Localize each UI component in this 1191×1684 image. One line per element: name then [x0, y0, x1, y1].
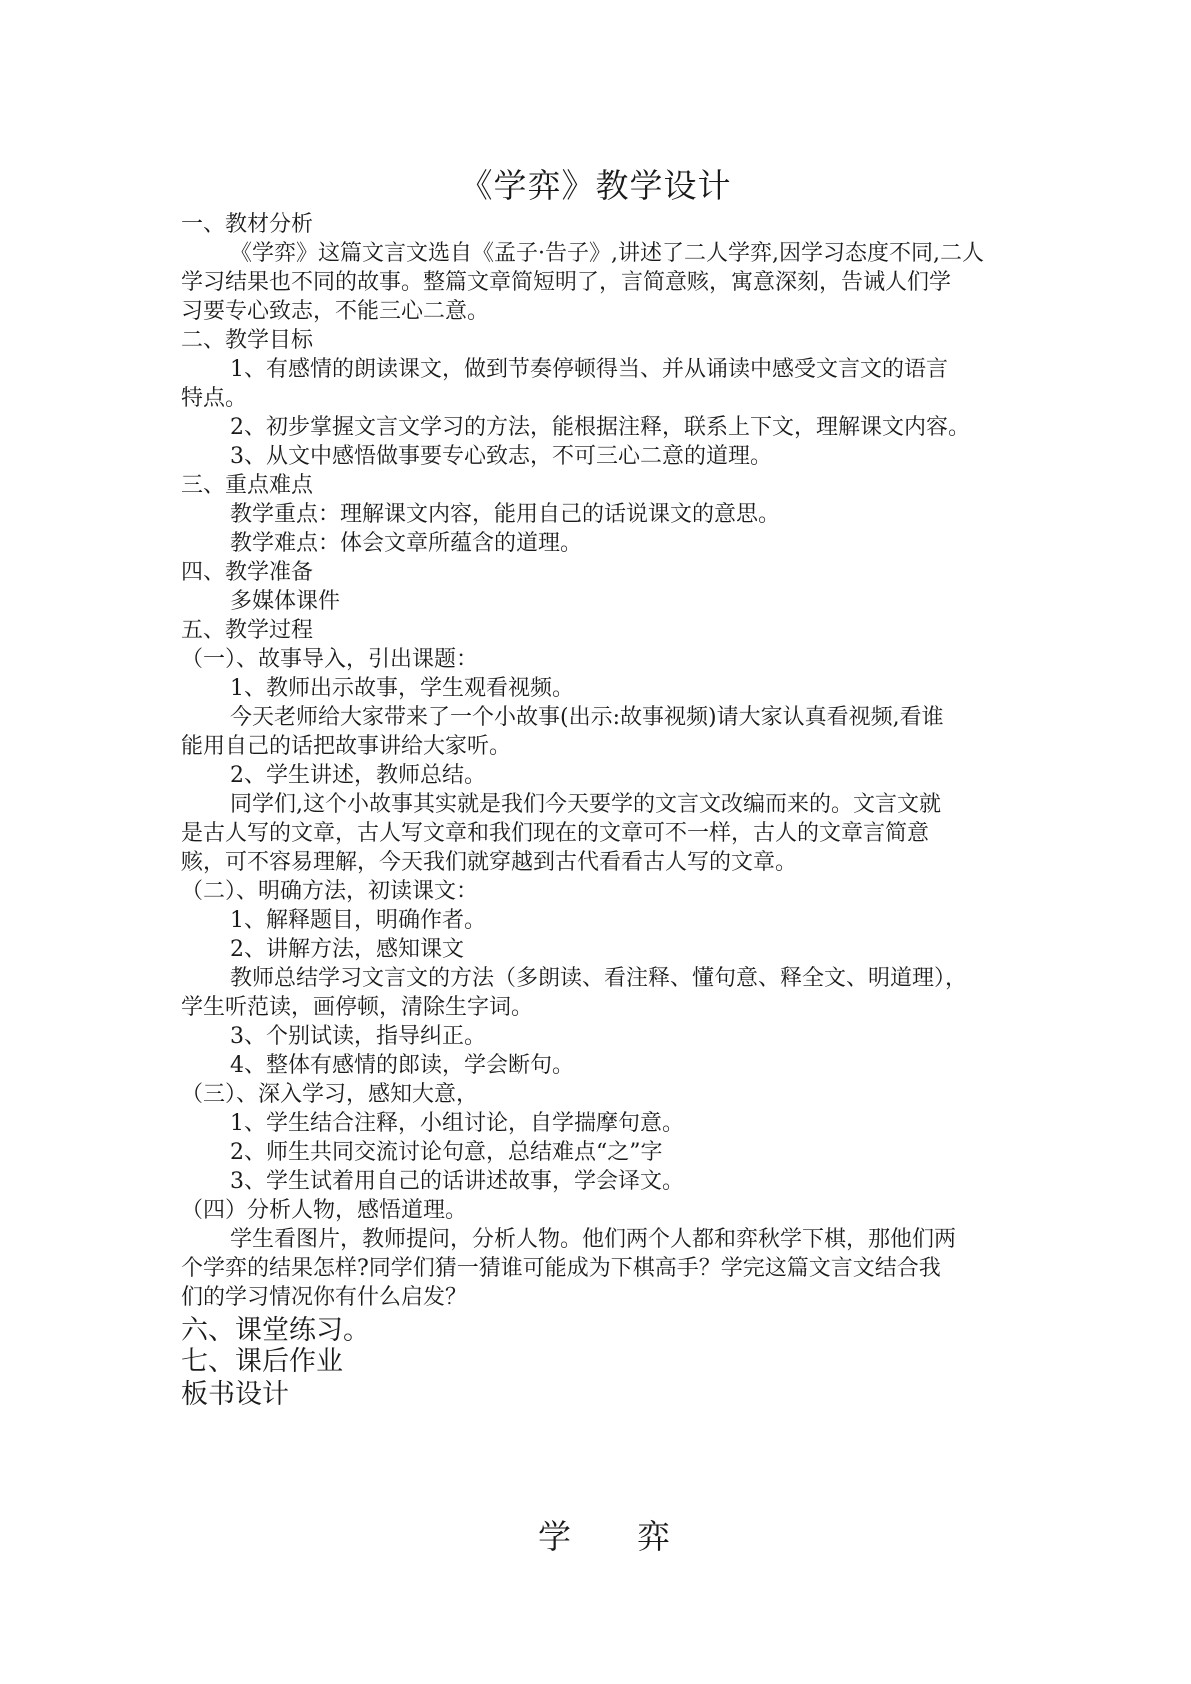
- paragraph-line: 赅，可不容易理解，今天我们就穿越到古代看看古人写的文章。: [181, 850, 798, 875]
- paragraph-line: 习要专心致志，不能三心二意。: [181, 299, 490, 324]
- section-heading: 七、课后作业: [181, 1346, 343, 1377]
- paragraph-line: 4、整体有感情的郎读，学会断句。: [230, 1053, 574, 1078]
- paragraph-line: 2、初步掌握文言文学习的方法，能根据注释，联系上下文，理解课文内容。: [230, 415, 970, 440]
- subsection-heading: （四）分析人物，感悟道理。: [181, 1198, 468, 1223]
- section-heading: 一、教材分析: [181, 212, 314, 237]
- subsection-heading: （二）、明确方法，初读课文：: [181, 879, 479, 904]
- section-heading: 四、教学准备: [181, 560, 314, 585]
- paragraph-line: 3、学生试着用自己的话讲述故事，学会译文。: [230, 1169, 684, 1194]
- paragraph-line: 个学弈的结果怎样?同学们猜一猜谁可能成为下棋高手？学完这篇文言文结合我: [181, 1256, 941, 1281]
- paragraph-line: 是古人写的文章，古人写文章和我们现在的文章可不一样，古人的文章言简意: [181, 821, 930, 846]
- paragraph-line: 学生看图片，教师提问，分析人物。他们两个人都和弈秋学下棋，那他们两: [230, 1227, 957, 1252]
- paragraph-line: 们的学习情况你有什么启发？: [181, 1285, 468, 1310]
- paragraph-line: 教学重点：理解课文内容，能用自己的话说课文的意思。: [230, 502, 781, 527]
- paragraph-line: 学习结果也不同的故事。整篇文章简短明了，言简意赅，寓意深刻，告诫人们学: [181, 270, 952, 295]
- paragraph-line: 1、有感情的朗读课文，做到节奏停顿得当、并从诵读中感受文言文的语言: [230, 357, 948, 382]
- board-design-title: 学 弈: [538, 1517, 670, 1556]
- page-title: 《学弈》教学设计: [459, 166, 732, 205]
- paragraph-line: 1、解释题目，明确作者。: [230, 908, 486, 933]
- subsection-heading: （三）、深入学习，感知大意，: [181, 1082, 479, 1107]
- paragraph-line: 2、学生讲述，教师总结。: [230, 763, 486, 788]
- subsection-heading: （一）、故事导入，引出课题：: [181, 647, 479, 672]
- section-heading: 六、课堂练习。: [181, 1315, 370, 1346]
- section-heading: 三、重点难点: [181, 473, 314, 498]
- paragraph-line: 2、师生共同交流讨论句意，总结难点“之”字: [230, 1140, 663, 1165]
- paragraph-line: 1、教师出示故事，学生观看视频。: [230, 676, 574, 701]
- paragraph-line: 教学难点：体会文章所蕴含的道理。: [230, 531, 583, 556]
- section-heading: 五、教学过程: [181, 618, 314, 643]
- paragraph-line: 能用自己的话把故事讲给大家听。: [181, 734, 512, 759]
- paragraph-line: 3、个别试读，指导纠正。: [230, 1024, 486, 1049]
- section-heading: 板书设计: [181, 1379, 289, 1410]
- paragraph-line: 今天老师给大家带来了一个小故事(出示:故事视频)请大家认真看视频,看谁: [230, 705, 944, 730]
- paragraph-line: 同学们,这个小故事其实就是我们今天要学的文言文改编而来的。文言文就: [230, 792, 941, 817]
- paragraph-line: 2、讲解方法，感知课文: [230, 937, 464, 962]
- paragraph-line: 3、从文中感悟做事要专心致志，不可三心二意的道理。: [230, 444, 772, 469]
- paragraph-line: 多媒体课件: [230, 589, 341, 614]
- paragraph-line: 学生听范读，画停顿，清除生字词。: [181, 995, 534, 1020]
- paragraph-line: 特点。: [181, 386, 248, 411]
- paragraph-line: 1、学生结合注释，小组讨论，自学揣摩句意。: [230, 1111, 684, 1136]
- paragraph-line: 《学弈》这篇文言文选自《孟子·告子》,讲述了二人学弈,因学习态度不同,二人: [230, 241, 984, 266]
- section-heading: 二、教学目标: [181, 328, 314, 353]
- paragraph-line: 教师总结学习文言文的方法（多朗读、看注释、懂句意、释全文、明道理），: [230, 966, 968, 991]
